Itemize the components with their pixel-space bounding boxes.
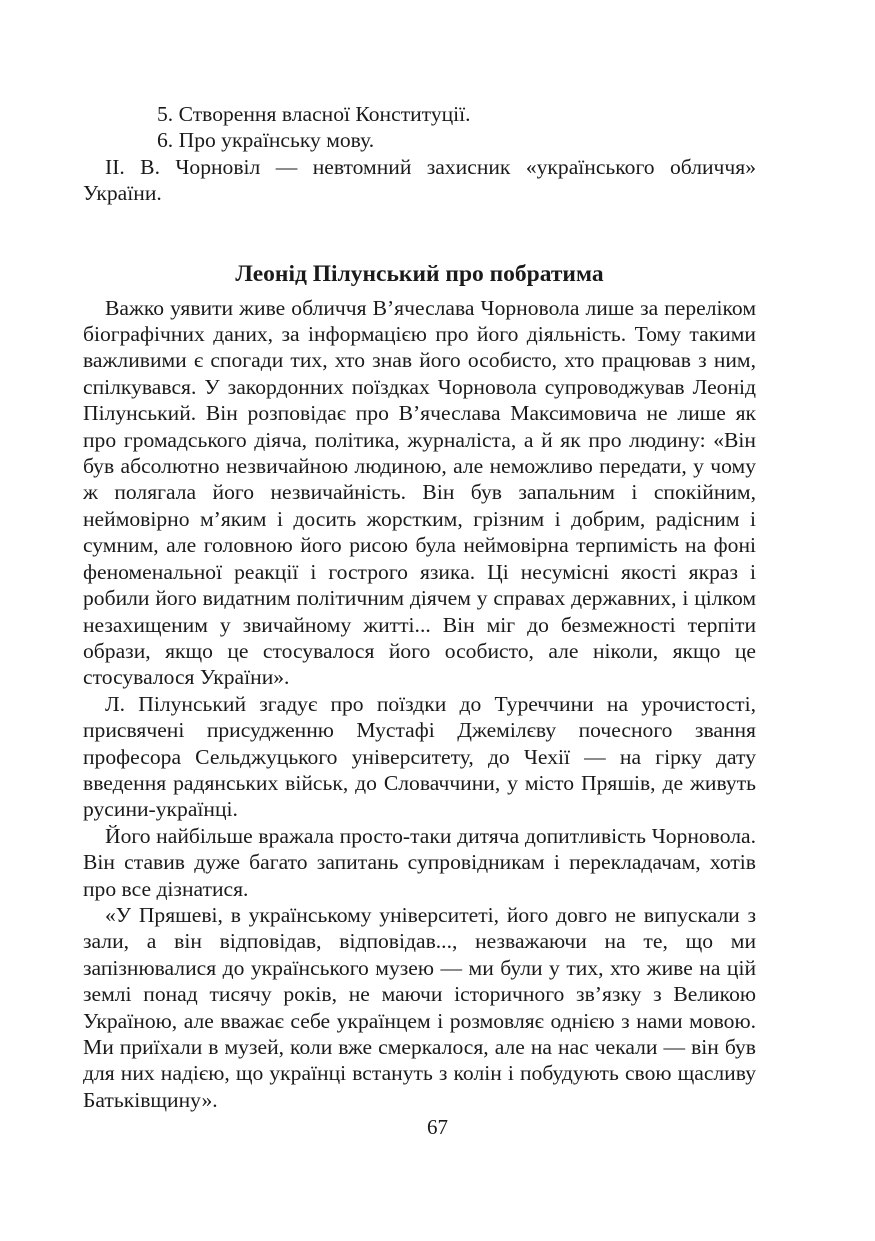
article-paragraph-3: Його найбільше вражала просто-таки дитяча допитливість Чорновола. Він ставив дуже багато запитань супровідникам і перекладачам, хотів про все дізнатися. xyxy=(83,823,756,901)
outline-item-6: 6. Про українську мову. xyxy=(157,128,375,153)
outline-item-5: 5. Створення власної Конституції. xyxy=(157,102,471,126)
article-title: Леонід Пілунський про побратима xyxy=(235,260,604,287)
page-body xyxy=(83,101,756,1113)
article-paragraph-2: Л. Пілунський згадує про поїздки до Туреччини на урочистості, присвячені присудженню Мустафі Джемілєву почесного звання професора Сельджуцького університету, до Чехії — на гірку дату введення радянських військ, до Словаччини, у місто Пряшів, де живуть русини-українці. xyxy=(83,691,756,822)
page-number: 67 xyxy=(427,1115,448,1139)
article-paragraph-4: «У Пряшеві, в українському університеті, його довго не випускали з зали, а він відповідав, відповідав..., незважаючи на те, що ми запізнювалися до українського музею — ми були у тих, хто живе на цій землі понад тисячу років, не маючи історичного зв’язку з Великою Україною, але вважає себе українцем і розмовляє однією з нами мовою. Ми приїхали в музей, коли вже смеркалося, але на нас чекали — він був для них надією, що українці встануть з колін і побудують свою щасливу Батьківщину». xyxy=(83,902,756,1112)
article-paragraph-1: Важко уявити живе обличчя В’ячеслава Чорновола лише за переліком біографічних даних, за інформацією про його діяльність. Тому такими важливими є спогади тих, хто знав його особисто, хто працював з ним, спілкувався. У закордонних поїздках Чорновола супроводжував Леонід Пілунський. Він розповідає про В’ячеслава Максимовича не лише як про громадського діяча, політика, журналіста, а й як про людину: «Він був абсолютно незвичайною людиною, але неможливо передати, у чому ж полягала його незвичайність. Він був запальним і спокійним, неймовірно м’яким і досить жорстким, грізним і добрим, радісним і сумним, але головною його рисою була неймовірна терпимість на фоні феноменальної реакції і гострого язика. Ці несумісні якості якраз і робили його видатним політичним діячем у справах державних, і цілком незахищеним у звичайному житті... Він міг до безмежності терпіти образи, якщо це стосувалося його особисто, але ніколи, якщо це стосувалося України». xyxy=(83,295,756,690)
outline-section-2: ІІ. В. Чорновіл — невтомний захисник «українського обличчя» України. xyxy=(83,154,756,206)
